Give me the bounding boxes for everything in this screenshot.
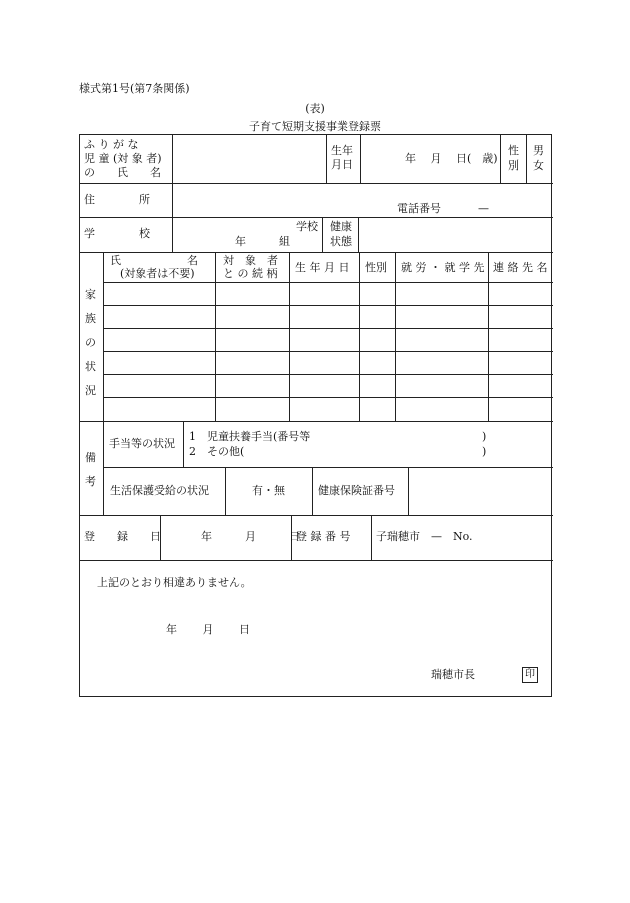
col-divider xyxy=(215,252,216,421)
address-label: 住 所 xyxy=(84,193,150,206)
allowance-item-1-close: ) xyxy=(482,430,487,443)
col-divider xyxy=(103,252,104,515)
col-divider xyxy=(500,135,501,183)
grade-label: 年 組 xyxy=(235,235,290,248)
row-divider xyxy=(103,328,553,329)
family-col-name: 氏 名 xyxy=(110,254,198,267)
birth-label-2: 月日 xyxy=(331,158,353,171)
row-divider xyxy=(103,397,553,398)
allowance-item-1: 1 児童扶養手当(番号等 xyxy=(189,430,311,443)
welfare-value: 有・無 xyxy=(252,484,285,497)
family-col-relation-2: と の 続 柄 xyxy=(223,267,278,280)
birth-date-value: 年 月 日( 歳) xyxy=(405,152,498,165)
birth-label: 生年 xyxy=(331,144,353,157)
row-divider xyxy=(80,560,553,561)
col-divider xyxy=(183,421,184,467)
mayor-label: 瑞穂市長 xyxy=(431,668,475,681)
child-name-label: 児 童 (対 象 者) xyxy=(84,152,162,165)
family-section-label: 家 族 の 状 況 xyxy=(85,288,96,397)
col-divider xyxy=(289,252,290,421)
col-divider xyxy=(172,135,173,252)
family-col-contact: 連 絡 先 名 xyxy=(493,261,548,274)
family-col-name-note: (対象者は不要) xyxy=(120,267,195,280)
col-divider xyxy=(359,252,360,421)
col-divider xyxy=(371,515,372,560)
row-divider xyxy=(103,305,553,306)
allowance-label: 手当等の状況 xyxy=(109,437,175,450)
family-col-birth: 生 年 月 日 xyxy=(295,261,350,274)
remarks-section-label: 備 考 xyxy=(85,451,96,488)
row-divider xyxy=(103,351,553,352)
form-side: (表) xyxy=(305,102,325,115)
col-divider xyxy=(526,135,527,183)
row-divider xyxy=(103,467,553,468)
col-divider xyxy=(225,467,226,515)
health-label-2: 状態 xyxy=(330,235,352,248)
registration-number-label: 登 録 番 号 xyxy=(296,530,351,543)
welfare-label: 生活保護受給の状況 xyxy=(110,484,209,497)
row-divider xyxy=(103,374,553,375)
registration-form-table xyxy=(79,134,552,697)
sex-label-2: 別 xyxy=(508,159,519,172)
certification-date: 年 月 日 xyxy=(166,623,250,636)
col-divider xyxy=(488,252,489,421)
family-col-sex: 性別 xyxy=(365,261,387,274)
registration-date-label: 登 録 日 xyxy=(84,530,161,543)
family-col-relation: 対 象 者 xyxy=(223,254,278,267)
row-divider xyxy=(80,252,553,253)
phone-label: 電話番号 xyxy=(397,202,441,215)
school-label: 学 校 xyxy=(84,227,150,240)
registration-date-value: 年 月 日 xyxy=(201,530,300,543)
insurance-label: 健康保険証番号 xyxy=(318,484,395,497)
phone-dash: — xyxy=(478,202,489,215)
row-divider xyxy=(80,515,553,516)
allowance-item-2: 2 その他( xyxy=(189,445,245,458)
family-col-work: 就 労 ・ 就 学 先 xyxy=(401,261,485,274)
col-divider xyxy=(360,135,361,183)
col-divider xyxy=(395,252,396,421)
registration-number-value: 子瑞穂市 — No. xyxy=(376,530,473,543)
row-divider xyxy=(80,183,553,184)
sex-label: 性 xyxy=(508,144,519,157)
sex-female: 女 xyxy=(533,159,544,172)
row-divider xyxy=(103,282,553,283)
form-number: 様式第1号(第7条関係) xyxy=(79,82,190,95)
sex-male: 男 xyxy=(533,144,544,157)
health-label: 健康 xyxy=(330,220,352,233)
furigana-label: ふ り が な xyxy=(84,138,139,151)
certification-statement: 上記のとおり相違ありません。 xyxy=(97,576,252,589)
col-divider xyxy=(322,217,323,252)
row-divider xyxy=(80,421,553,422)
allowance-item-2-close: ) xyxy=(482,445,487,458)
col-divider xyxy=(408,467,409,515)
col-divider xyxy=(312,467,313,515)
row-divider xyxy=(80,217,553,218)
school-suffix: 学校 xyxy=(296,220,318,233)
form-title: 子育て短期支援事業登録票 xyxy=(249,120,381,133)
child-name-label-2: の 氏 名 xyxy=(84,166,161,179)
col-divider xyxy=(326,135,327,183)
seal-mark: 印 xyxy=(522,667,538,683)
col-divider xyxy=(358,217,359,252)
